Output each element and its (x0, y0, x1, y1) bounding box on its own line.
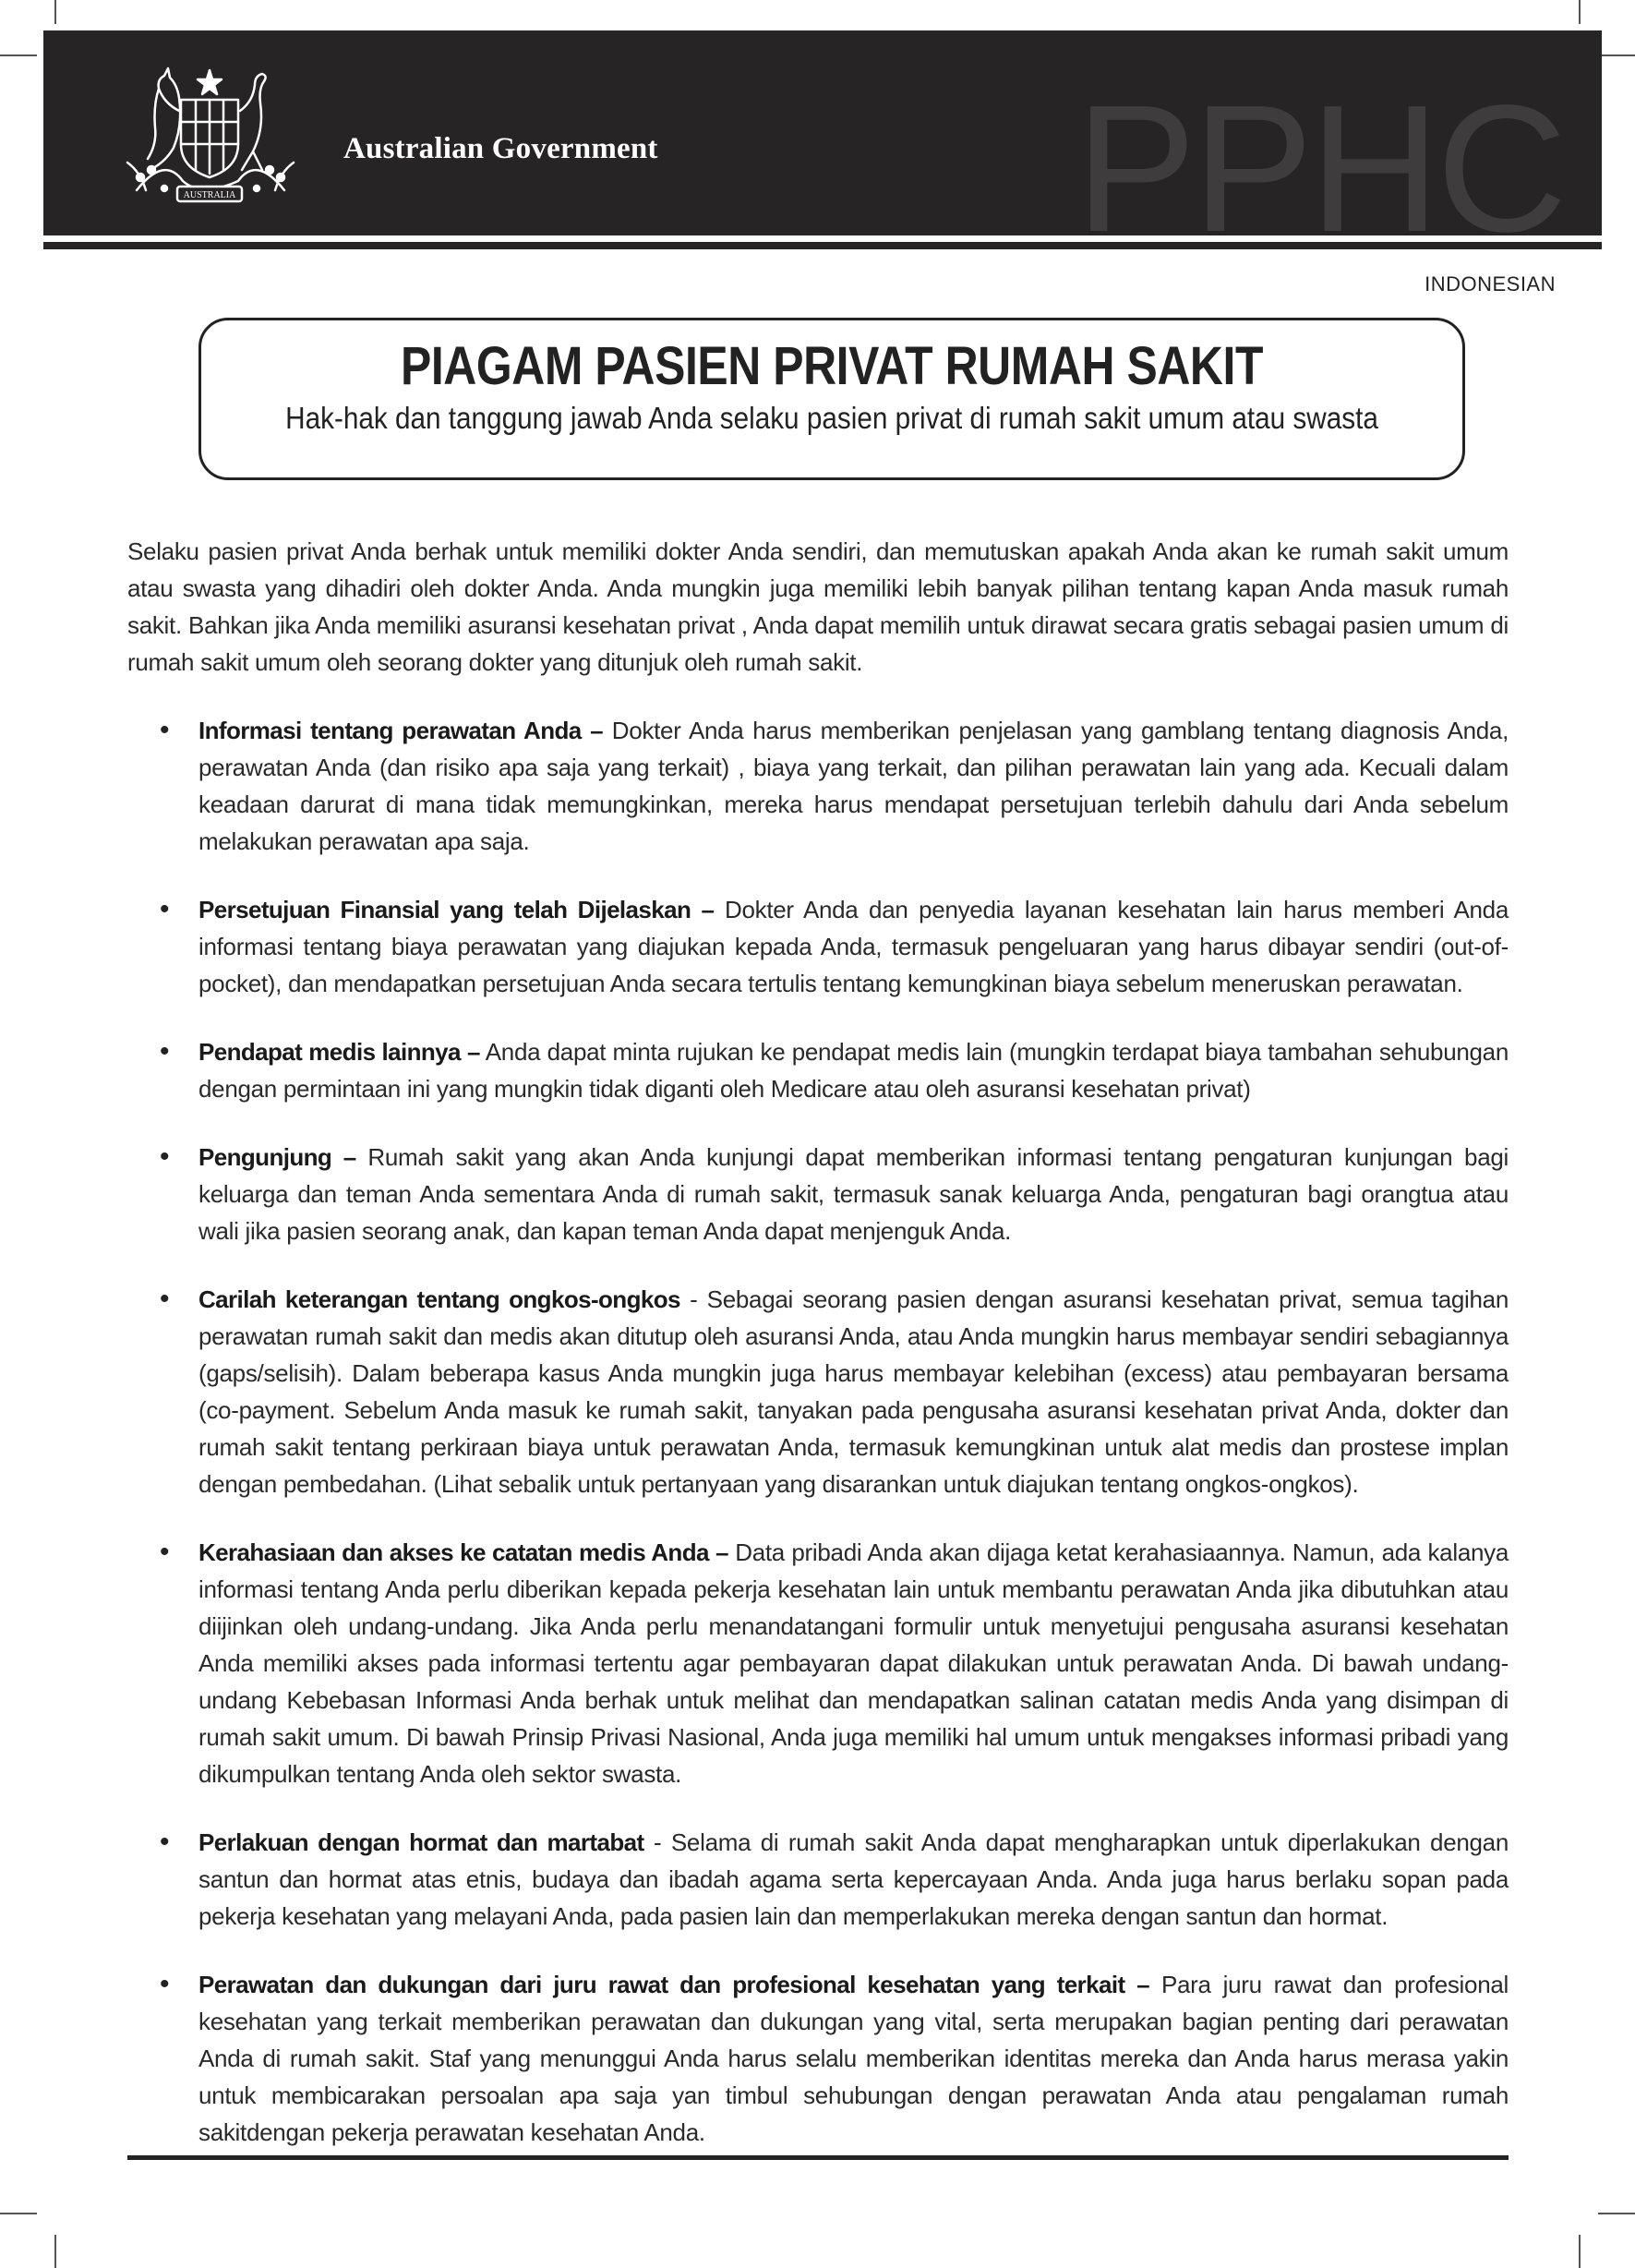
list-item (160, 1139, 1509, 1249)
intro-paragraph: Selaku pasien privat Anda berhak untuk memiliki dokter Anda sendiri, dan memutuskan apakah Anda akan ke rumah sakit umum atau swasta yang dihadiri oleh dokter Anda. Anda mungkin juga memiliki lebih banyak pilihan tentang kapan Anda masuk rumah sakit. Bahkan jika Anda memiliki asuransi kesehatan privat , Anda dapat memilih untuk dirawat secara gratis sebagai pasien umum di rumah sakit umum oleh seorang dokter yang ditunjuk oleh rumah sakit. (127, 537, 1509, 676)
footer-divider (127, 2155, 1509, 2160)
rights-list (127, 712, 1509, 2151)
title-box (198, 318, 1465, 480)
crop-mark (1579, 0, 1581, 24)
crop-mark (54, 2235, 56, 2268)
crop-mark (0, 54, 37, 56)
crop-mark (54, 0, 56, 24)
list-item-heading: Pengunjung – (198, 1143, 356, 1171)
bullet-icon: • (160, 715, 170, 745)
header-divider (43, 242, 1602, 249)
crop-mark (1579, 2235, 1581, 2268)
list-item (160, 1534, 1509, 1792)
list-item-heading: Pendapat medis lainnya – (198, 1038, 480, 1066)
list-item-heading: Persetujuan Finansial yang telah Dijelaskan – (198, 896, 715, 923)
list-item-text: Anda dapat minta rujukan ke pendapat medis lain (mungkin terdapat biaya tambahan sehubungan dengan permintaan ini yang mungkin tidak diganti oleh Medicare atau oleh asuransi kesehatan privat) (198, 1038, 1509, 1103)
list-item-heading: Carilah keterangan tentang ongkos-ongkos (198, 1285, 680, 1313)
coat-of-arms-icon (100, 52, 321, 218)
document-body (127, 533, 1509, 2182)
language-label: INDONESIAN (1425, 272, 1556, 296)
list-item-text: - Sebagai seorang pasien dengan asuransi kesehatan privat, semua tagihan perawatan rumah sakit dan medis akan ditutup oleh asuransi Anda, atau Anda mungkin harus membayar sendiri sebagiannya (gaps/selisih). Dalam beberapa kasus Anda mungkin juga harus membayar kelebihan (excess) atau pembayaran bersama (co-payment. Sebelum Anda masuk ke rumah sakit, tanyakan pada pengusaha asuransi kesehatan privat Anda, dokter dan rumah sakit tentang perkiraan biaya untuk perawatan Anda, termasuk kemungkinan untuk alat medis dan prostese implan dengan pembedahan. (Lihat sebalik untuk pertanyaan yang disarankan untuk diajukan tentang ongkos-ongkos). (198, 1285, 1509, 1498)
crop-mark (0, 2213, 37, 2214)
list-item (160, 712, 1509, 860)
list-item-heading: Informasi tentang perawatan Anda – (198, 717, 603, 744)
list-item (160, 1281, 1509, 1502)
list-item-heading: Perlakuan dengan hormat dan martabat (198, 1828, 644, 1856)
page-subtitle: Hak-hak dan tanggung jawab Anda selaku pasien privat di rumah sakit umum atau swasta (285, 401, 1378, 435)
pphc-watermark: PPHC (1076, 67, 1564, 235)
crop-mark (1598, 54, 1635, 56)
list-item (160, 1824, 1509, 1935)
bullet-icon: • (160, 1827, 170, 1857)
page-title: PIAGAM PASIEN PRIVAT RUMAH SAKIT (401, 336, 1263, 396)
crest-motto: AUSTRALIA (183, 190, 236, 200)
list-item (160, 1033, 1509, 1107)
list-item-text: Dokter Anda dan penyedia layanan kesehatan lain harus memberi Anda informasi tentang biaya perawatan yang diajukan kepada Anda, termasuk pengeluaran yang harus dibayar sendiri (out-of-pocket), dan mendapatkan persetujuan Anda secara tertulis tentang kemungkinan biaya sebelum meneruskan perawatan. (198, 896, 1509, 997)
list-item-text: - Selama di rumah sakit Anda dapat mengharapkan untuk diperlakukan dengan santun dan hormat atas etnis, budaya dan ibadah agama serta kepercayaan Anda. Anda juga harus berlaku sopan pada pekerja kesehatan yang melayani Anda, pada pasien lain dan memperlakukan mereka dengan santun dan hormat. (198, 1828, 1509, 1930)
list-item-heading: Kerahasiaan dan akses ke catatan medis Anda – (198, 1538, 728, 1566)
bullet-icon: • (160, 1036, 170, 1067)
list-item (160, 891, 1509, 1002)
bullet-icon: • (160, 1537, 170, 1567)
bullet-icon: • (160, 1284, 170, 1314)
list-item-text: Rumah sakit yang akan Anda kunjungi dapat memberikan informasi tentang pengaturan kunjungan bagi keluarga dan teman Anda sementara Anda di rumah sakit, termasuk sanak keluarga Anda, pengaturan bagi orangtua atau wali jika pasien seorang anak, dan kapan teman Anda dapat menjenguk Anda. (198, 1143, 1509, 1245)
bullet-icon: • (160, 1141, 170, 1172)
list-item-heading: Perawatan dan dukungan dari juru rawat dan profesional kesehatan yang terkait – (198, 1971, 1150, 1998)
bullet-icon: • (160, 1969, 170, 1999)
crop-mark (1598, 2213, 1635, 2214)
list-item-text: Data pribadi Anda akan dijaga ketat kerahasiaannya. Namun, ada kalanya informasi tentang Anda perlu diberikan kepada pekerja kesehatan lain untuk membantu perawatan Anda jika dibutuhkan atau diijinkan oleh undang-undang. Jika Anda perlu menandatangani formulir untuk menyetujui pengusaha asuransi kesehatan Anda memiliki akses pada informasi tertentu agar pembayaran dapat dilakukan untuk perawatan Anda. Di bawah undang-undang Kebebasan Informasi Anda berhak untuk melihat dan mendapatkan salinan catatan medis Anda yang disimpan di rumah sakit umum. Di bawah Prinsip Privasi Nasional, Anda juga memiliki hal umum untuk mengakses informasi pribadi yang dikumpulkan tentang Anda oleh sektor swasta. (198, 1538, 1509, 1788)
list-item (160, 1966, 1509, 2151)
government-name: Australian Government (343, 132, 658, 165)
list-item-text: Dokter Anda harus memberikan penjelasan yang gamblang tentang diagnosis Anda, perawatan Anda (dan risiko apa saja yang terkait) , biaya yang terkait, dan pilihan perawatan lain yang ada. Kecuali dalam keadaan darurat di mana tidak memungkinkan, mereka harus mendapat persetujuan terlebih dahulu dari Anda sebelum melakukan perawatan apa saja. (198, 717, 1509, 855)
bullet-icon: • (160, 894, 170, 924)
list-item-text: Para juru rawat dan profesional kesehatan yang terkait memberikan perawatan dan dukungan yang vital, serta merupakan bagian penting dari perawatan Anda di rumah sakit. Staf yang menunggui Anda harus selalu memberikan identitas mereka dan Anda harus merasa yakin untuk membicarakan persoalan apa saja yan timbul sehubungan dengan perawatan Anda atau pengalaman rumah sakitdengan pekerja perawatan kesehatan Anda. (198, 1971, 1509, 2146)
